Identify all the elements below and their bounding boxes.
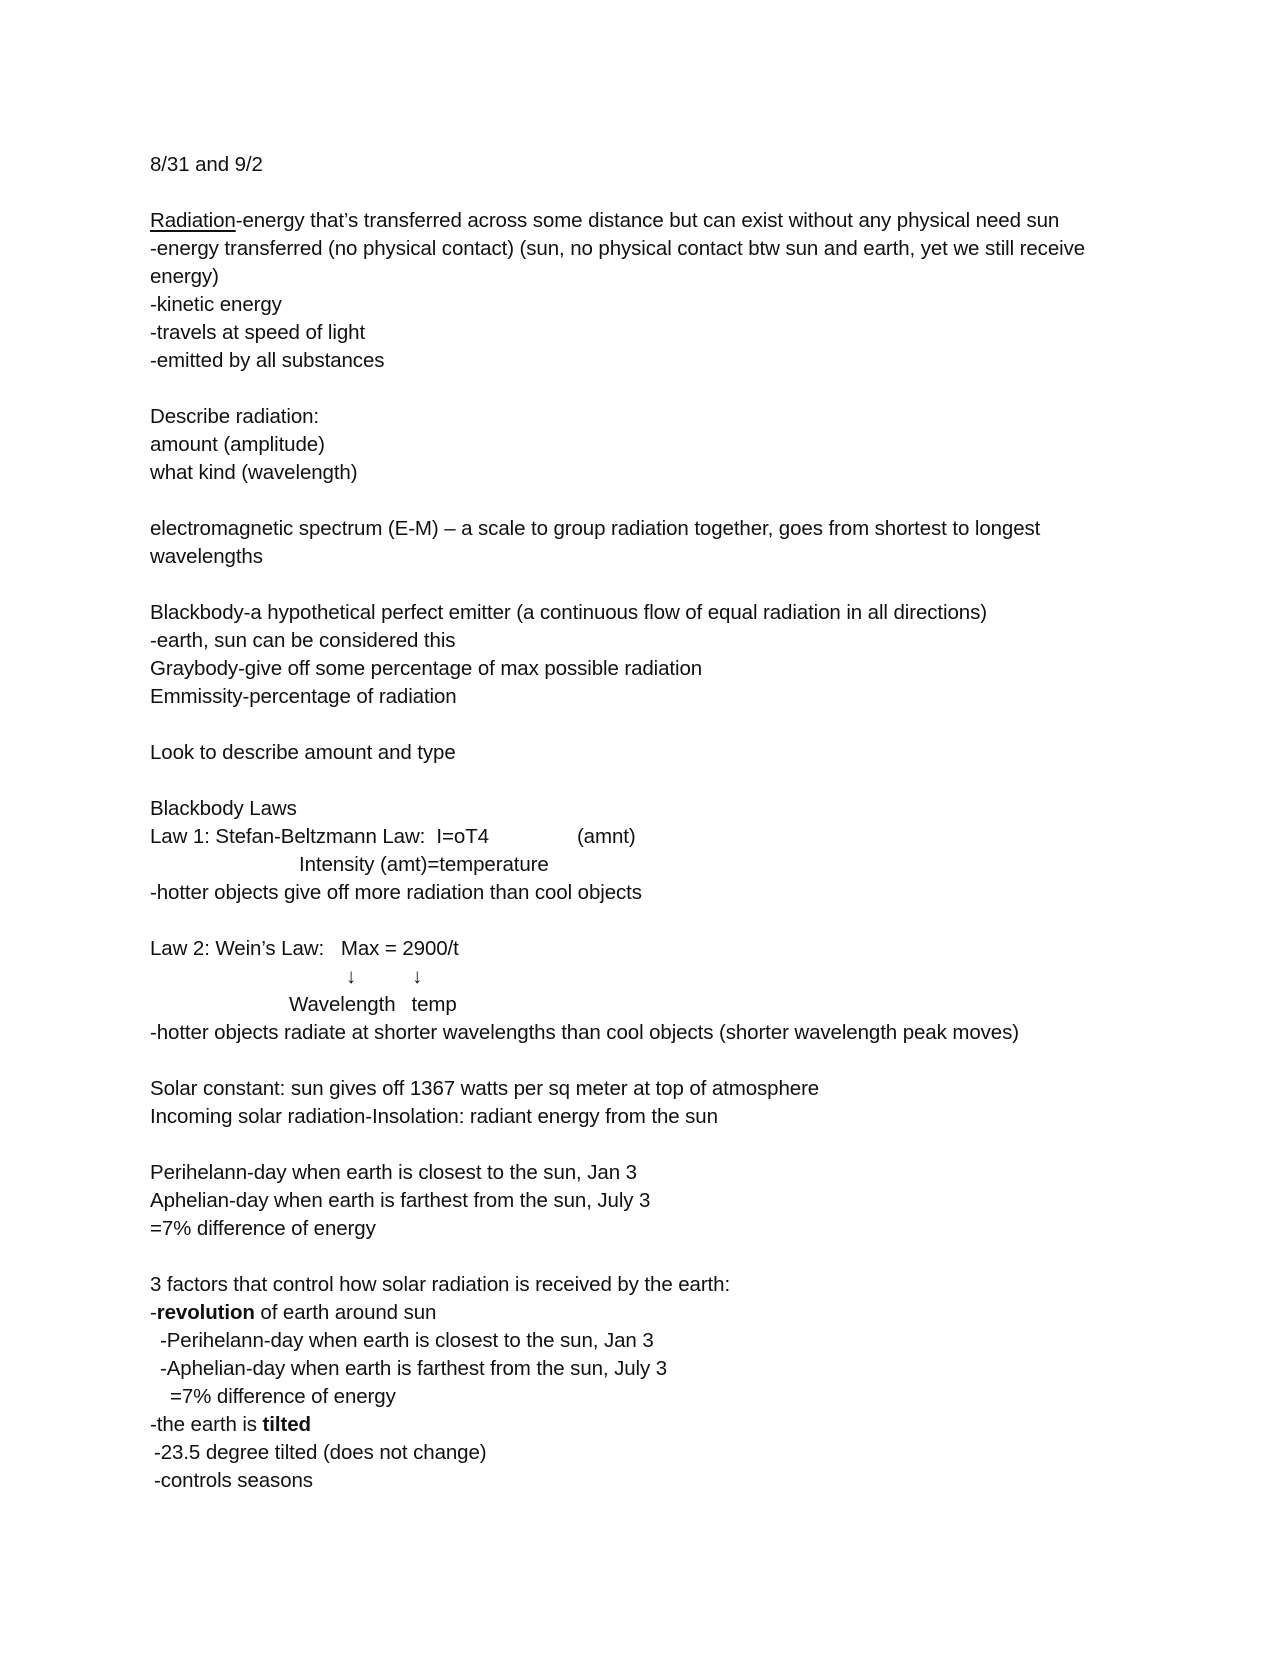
temp-label: temp [411,993,457,1016]
graybody-line: Graybody-give off some percentage of max possible radiation [150,657,703,680]
law1-line [150,823,1150,851]
blank-line [150,1131,1150,1159]
law1-formula: Law 1: Stefan-Beltzmann Law: I=oT4 [150,825,489,848]
factor-revolution [150,1299,1150,1327]
difference-line: =7% difference of energy [150,1217,376,1240]
blank-line [150,571,1150,599]
factor-aphelion: -Aphelian-day when earth is farthest from the sun, July 3 [160,1357,668,1380]
factors-title: 3 factors that control how solar radiation is received by the earth: [150,1273,731,1296]
factor-tilt-degree: -23.5 degree tilted (does not change) [154,1441,487,1464]
law1-desc: -hotter objects give off more radiation than cool objects [150,881,642,904]
document-body [150,151,1150,1495]
factor-tilt [150,1411,1150,1439]
blank-line [150,1047,1150,1075]
law2-arrows [150,963,1150,991]
blank-line [150,375,1150,403]
emmissity-line: Emmissity-percentage of radiation [150,685,457,708]
solar-constant: Solar constant: sun gives off 1367 watts per sq meter at top of atmosphere [150,1077,820,1100]
law1-sub: Intensity (amt)=temperature [299,853,549,876]
perihelion-line: Perihelann-day when earth is closest to the sun, Jan 3 [150,1161,637,1184]
radiation-line: -emitted by all substances [150,349,385,372]
describe-amount: amount (amplitude) [150,433,325,456]
radiation-definition-text: -energy that’s transferred across some distance but can exist without any physical need sun [235,209,1060,232]
radiation-line: -energy transferred (no physical contact) (sun, no physical contact btw sun and earth, yet we still receive [150,237,1086,260]
aphelion-line: Aphelian-day when earth is farthest from the sun, July 3 [150,1189,651,1212]
tilt-term: tilted [262,1413,311,1436]
blackbody-line: Blackbody-a hypothetical perfect emitter (a continuous flow of equal radiation in all directions) [150,601,987,624]
blank-line [150,767,1150,795]
revolution-text: of earth around sun [254,1301,437,1324]
factor-tilt-seasons: -controls seasons [154,1469,313,1492]
blank-line [150,179,1150,207]
factor-perihelion: -Perihelann-day when earth is closest to the sun, Jan 3 [160,1329,654,1352]
blank-line [150,907,1150,935]
blackbody-line: -earth, sun can be considered this [150,629,456,652]
blank-line [150,487,1150,515]
describe-title: Describe radiation: [150,405,320,428]
law2-desc: -hotter objects radiate at shorter wavelengths than cool objects (shorter wavelength peak moves) [150,1021,1019,1044]
tilt-text: -the earth is [150,1413,263,1436]
date-heading: 8/31 and 9/2 [150,153,263,176]
law1-note: (amnt) [576,825,636,848]
revolution-term: revolution [156,1301,255,1324]
law2-labels [150,991,1150,1019]
law2-line: Law 2: Wein’s Law: Max = 2900/t [150,937,459,960]
look-line: Look to describe amount and type [150,741,456,764]
radiation-definition [150,207,1150,235]
blank-line [150,711,1150,739]
factor-difference: =7% difference of energy [170,1385,396,1408]
radiation-line: -travels at speed of light [150,321,366,344]
radiation-line: -kinetic energy [150,293,282,316]
wavelength-label: Wavelength [289,993,396,1016]
laws-title: Blackbody Laws [150,797,297,820]
solar-insolation: Incoming solar radiation-Insolation: radiant energy from the sun [150,1105,718,1128]
down-arrow-icon: ↓ [346,965,357,988]
spectrum-line: wavelengths [150,545,263,568]
radiation-line: energy) [150,265,219,288]
factor-prefix: - [150,1301,157,1324]
down-arrow-icon: ↓ [412,965,423,988]
spectrum-line: electromagnetic spectrum (E-M) – a scale to group radiation together, goes from shortest to longest [150,517,1041,540]
radiation-term: Radiation [150,209,236,232]
blank-line [150,1243,1150,1271]
describe-kind: what kind (wavelength) [150,461,358,484]
